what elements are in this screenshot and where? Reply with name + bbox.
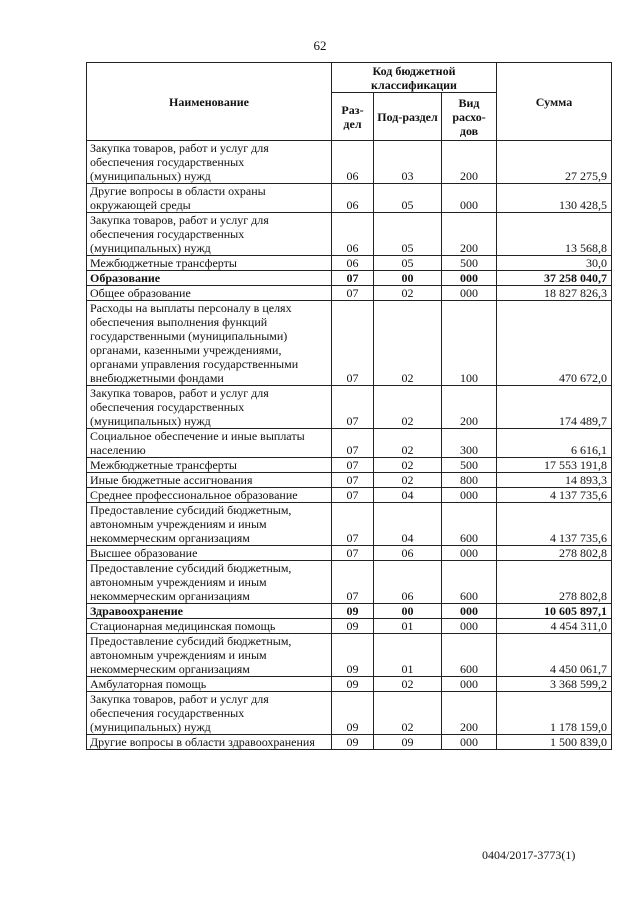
- row-vid: 000: [442, 735, 497, 750]
- row-razdel: 07: [332, 429, 374, 458]
- row-podrazdel: 04: [374, 503, 442, 546]
- row-vid: 000: [442, 604, 497, 619]
- row-podrazdel: 02: [374, 677, 442, 692]
- row-name: Общее образование: [87, 286, 332, 301]
- row-vid: 000: [442, 677, 497, 692]
- table-row: [87, 503, 612, 546]
- row-razdel: 07: [332, 386, 374, 429]
- row-name: Межбюджетные трансферты: [87, 458, 332, 473]
- row-name: Иные бюджетные ассигнования: [87, 473, 332, 488]
- header-podrazdel: Под-раздел: [374, 93, 442, 141]
- row-name: Образование: [87, 271, 332, 286]
- row-sum: 4 454 311,0: [497, 619, 612, 634]
- row-podrazdel: 03: [374, 141, 442, 184]
- row-razdel: 09: [332, 735, 374, 750]
- table-row: [87, 213, 612, 256]
- row-podrazdel: 00: [374, 604, 442, 619]
- row-podrazdel: 05: [374, 184, 442, 213]
- row-podrazdel: 02: [374, 429, 442, 458]
- row-name: Предоставление субсидий бюджетным, автономным учреждениям и иным некоммерческим организациям: [87, 503, 332, 546]
- table-row: [87, 473, 612, 488]
- row-podrazdel: 01: [374, 634, 442, 677]
- table-row: [87, 546, 612, 561]
- row-razdel: 06: [332, 184, 374, 213]
- row-sum: 4 137 735,6: [497, 488, 612, 503]
- row-razdel: 06: [332, 256, 374, 271]
- header-code-group: Код бюджетной классификации: [332, 63, 497, 93]
- row-podrazdel: 02: [374, 386, 442, 429]
- row-razdel: 07: [332, 458, 374, 473]
- row-razdel: 07: [332, 286, 374, 301]
- row-sum: 10 605 897,1: [497, 604, 612, 619]
- row-podrazdel: 06: [374, 561, 442, 604]
- row-vid: 100: [442, 301, 497, 386]
- row-vid: 600: [442, 561, 497, 604]
- row-name: Высшее образование: [87, 546, 332, 561]
- row-razdel: 09: [332, 677, 374, 692]
- row-sum: 13 568,8: [497, 213, 612, 256]
- row-razdel: 09: [332, 692, 374, 735]
- row-razdel: 09: [332, 619, 374, 634]
- table-row: [87, 271, 612, 286]
- page-number: 62: [313, 38, 327, 53]
- row-sum: 1 500 839,0: [497, 735, 612, 750]
- row-name: Межбюджетные трансферты: [87, 256, 332, 271]
- row-name: Закупка товаров, работ и услуг для обеспечения государственных (муниципальных) нужд: [87, 141, 332, 184]
- row-vid: 300: [442, 429, 497, 458]
- row-razdel: 07: [332, 271, 374, 286]
- row-razdel: 09: [332, 604, 374, 619]
- row-sum: 4 137 735,6: [497, 503, 612, 546]
- row-podrazdel: 05: [374, 256, 442, 271]
- row-podrazdel: 00: [374, 271, 442, 286]
- row-vid: 500: [442, 256, 497, 271]
- row-vid: 200: [442, 213, 497, 256]
- row-razdel: 06: [332, 141, 374, 184]
- row-vid: 600: [442, 503, 497, 546]
- row-razdel: 07: [332, 301, 374, 386]
- row-sum: 37 258 040,7: [497, 271, 612, 286]
- row-podrazdel: 05: [374, 213, 442, 256]
- row-podrazdel: 02: [374, 301, 442, 386]
- row-podrazdel: 02: [374, 286, 442, 301]
- row-name: Предоставление субсидий бюджетным, автономным учреждениям и иным некоммерческим организациям: [87, 634, 332, 677]
- row-vid: 000: [442, 184, 497, 213]
- table-row: [87, 301, 612, 386]
- row-name: Здравоохранение: [87, 604, 332, 619]
- table-row: [87, 634, 612, 677]
- table-row: [87, 735, 612, 750]
- row-podrazdel: 02: [374, 692, 442, 735]
- row-podrazdel: 06: [374, 546, 442, 561]
- row-razdel: 07: [332, 473, 374, 488]
- table-row: [87, 604, 612, 619]
- row-name: Социальное обеспечение и иные выплаты населению: [87, 429, 332, 458]
- table-row: [87, 458, 612, 473]
- table-row: [87, 677, 612, 692]
- row-podrazdel: 04: [374, 488, 442, 503]
- row-sum: 278 802,8: [497, 546, 612, 561]
- row-podrazdel: 09: [374, 735, 442, 750]
- row-sum: 1 178 159,0: [497, 692, 612, 735]
- row-sum: 3 368 599,2: [497, 677, 612, 692]
- table-row: [87, 561, 612, 604]
- row-vid: 800: [442, 473, 497, 488]
- table-row: [87, 184, 612, 213]
- row-name: Расходы на выплаты персоналу в целях обеспечения выполнения функций государственными (муниципальными) органами, казенными учреждениями, органами управления государственными внебюджетными фондами: [87, 301, 332, 386]
- row-name: Другие вопросы в области здравоохранения: [87, 735, 332, 750]
- row-name: Закупка товаров, работ и услуг для обеспечения государственных (муниципальных) нужд: [87, 386, 332, 429]
- row-vid: 000: [442, 619, 497, 634]
- row-razdel: 07: [332, 546, 374, 561]
- row-sum: 18 827 826,3: [497, 286, 612, 301]
- row-sum: 174 489,7: [497, 386, 612, 429]
- row-sum: 278 802,8: [497, 561, 612, 604]
- row-vid: 200: [442, 386, 497, 429]
- header-vid: Вид расхо-дов: [442, 93, 497, 141]
- row-razdel: 09: [332, 634, 374, 677]
- row-vid: 000: [442, 271, 497, 286]
- row-sum: 4 450 061,7: [497, 634, 612, 677]
- table-row: [87, 429, 612, 458]
- row-vid: 000: [442, 488, 497, 503]
- row-podrazdel: 02: [374, 458, 442, 473]
- row-sum: 130 428,5: [497, 184, 612, 213]
- table-row: [87, 488, 612, 503]
- row-sum: 14 893,3: [497, 473, 612, 488]
- table-body: [87, 141, 612, 750]
- table-row: [87, 256, 612, 271]
- row-vid: 600: [442, 634, 497, 677]
- header-name: Наименование: [87, 63, 332, 141]
- row-sum: 6 616,1: [497, 429, 612, 458]
- row-razdel: 07: [332, 503, 374, 546]
- row-vid: 000: [442, 286, 497, 301]
- row-razdel: 07: [332, 561, 374, 604]
- row-vid: 200: [442, 692, 497, 735]
- document-code: 0404/2017-3773(1): [482, 848, 576, 862]
- row-sum: 17 553 191,8: [497, 458, 612, 473]
- header-summa: Сумма: [497, 63, 612, 141]
- row-name: Другие вопросы в области охраны окружающей среды: [87, 184, 332, 213]
- row-name: Закупка товаров, работ и услуг для обеспечения государственных (муниципальных) нужд: [87, 692, 332, 735]
- row-name: Среднее профессиональное образование: [87, 488, 332, 503]
- row-razdel: 06: [332, 213, 374, 256]
- row-podrazdel: 02: [374, 473, 442, 488]
- table-row: [87, 619, 612, 634]
- budget-table: [86, 62, 612, 750]
- row-sum: 27 275,9: [497, 141, 612, 184]
- row-name: Стационарная медицинская помощь: [87, 619, 332, 634]
- table-row: [87, 386, 612, 429]
- row-name: Закупка товаров, работ и услуг для обеспечения государственных (муниципальных) нужд: [87, 213, 332, 256]
- row-sum: 470 672,0: [497, 301, 612, 386]
- table-row: [87, 692, 612, 735]
- row-name: Предоставление субсидий бюджетным, автономным учреждениям и иным некоммерческим организациям: [87, 561, 332, 604]
- row-podrazdel: 01: [374, 619, 442, 634]
- row-name: Амбулаторная помощь: [87, 677, 332, 692]
- row-vid: 500: [442, 458, 497, 473]
- row-razdel: 07: [332, 488, 374, 503]
- row-vid: 200: [442, 141, 497, 184]
- table-row: [87, 286, 612, 301]
- header-razdel: Раз-дел: [332, 93, 374, 141]
- row-sum: 30,0: [497, 256, 612, 271]
- table-row: [87, 141, 612, 184]
- row-vid: 000: [442, 546, 497, 561]
